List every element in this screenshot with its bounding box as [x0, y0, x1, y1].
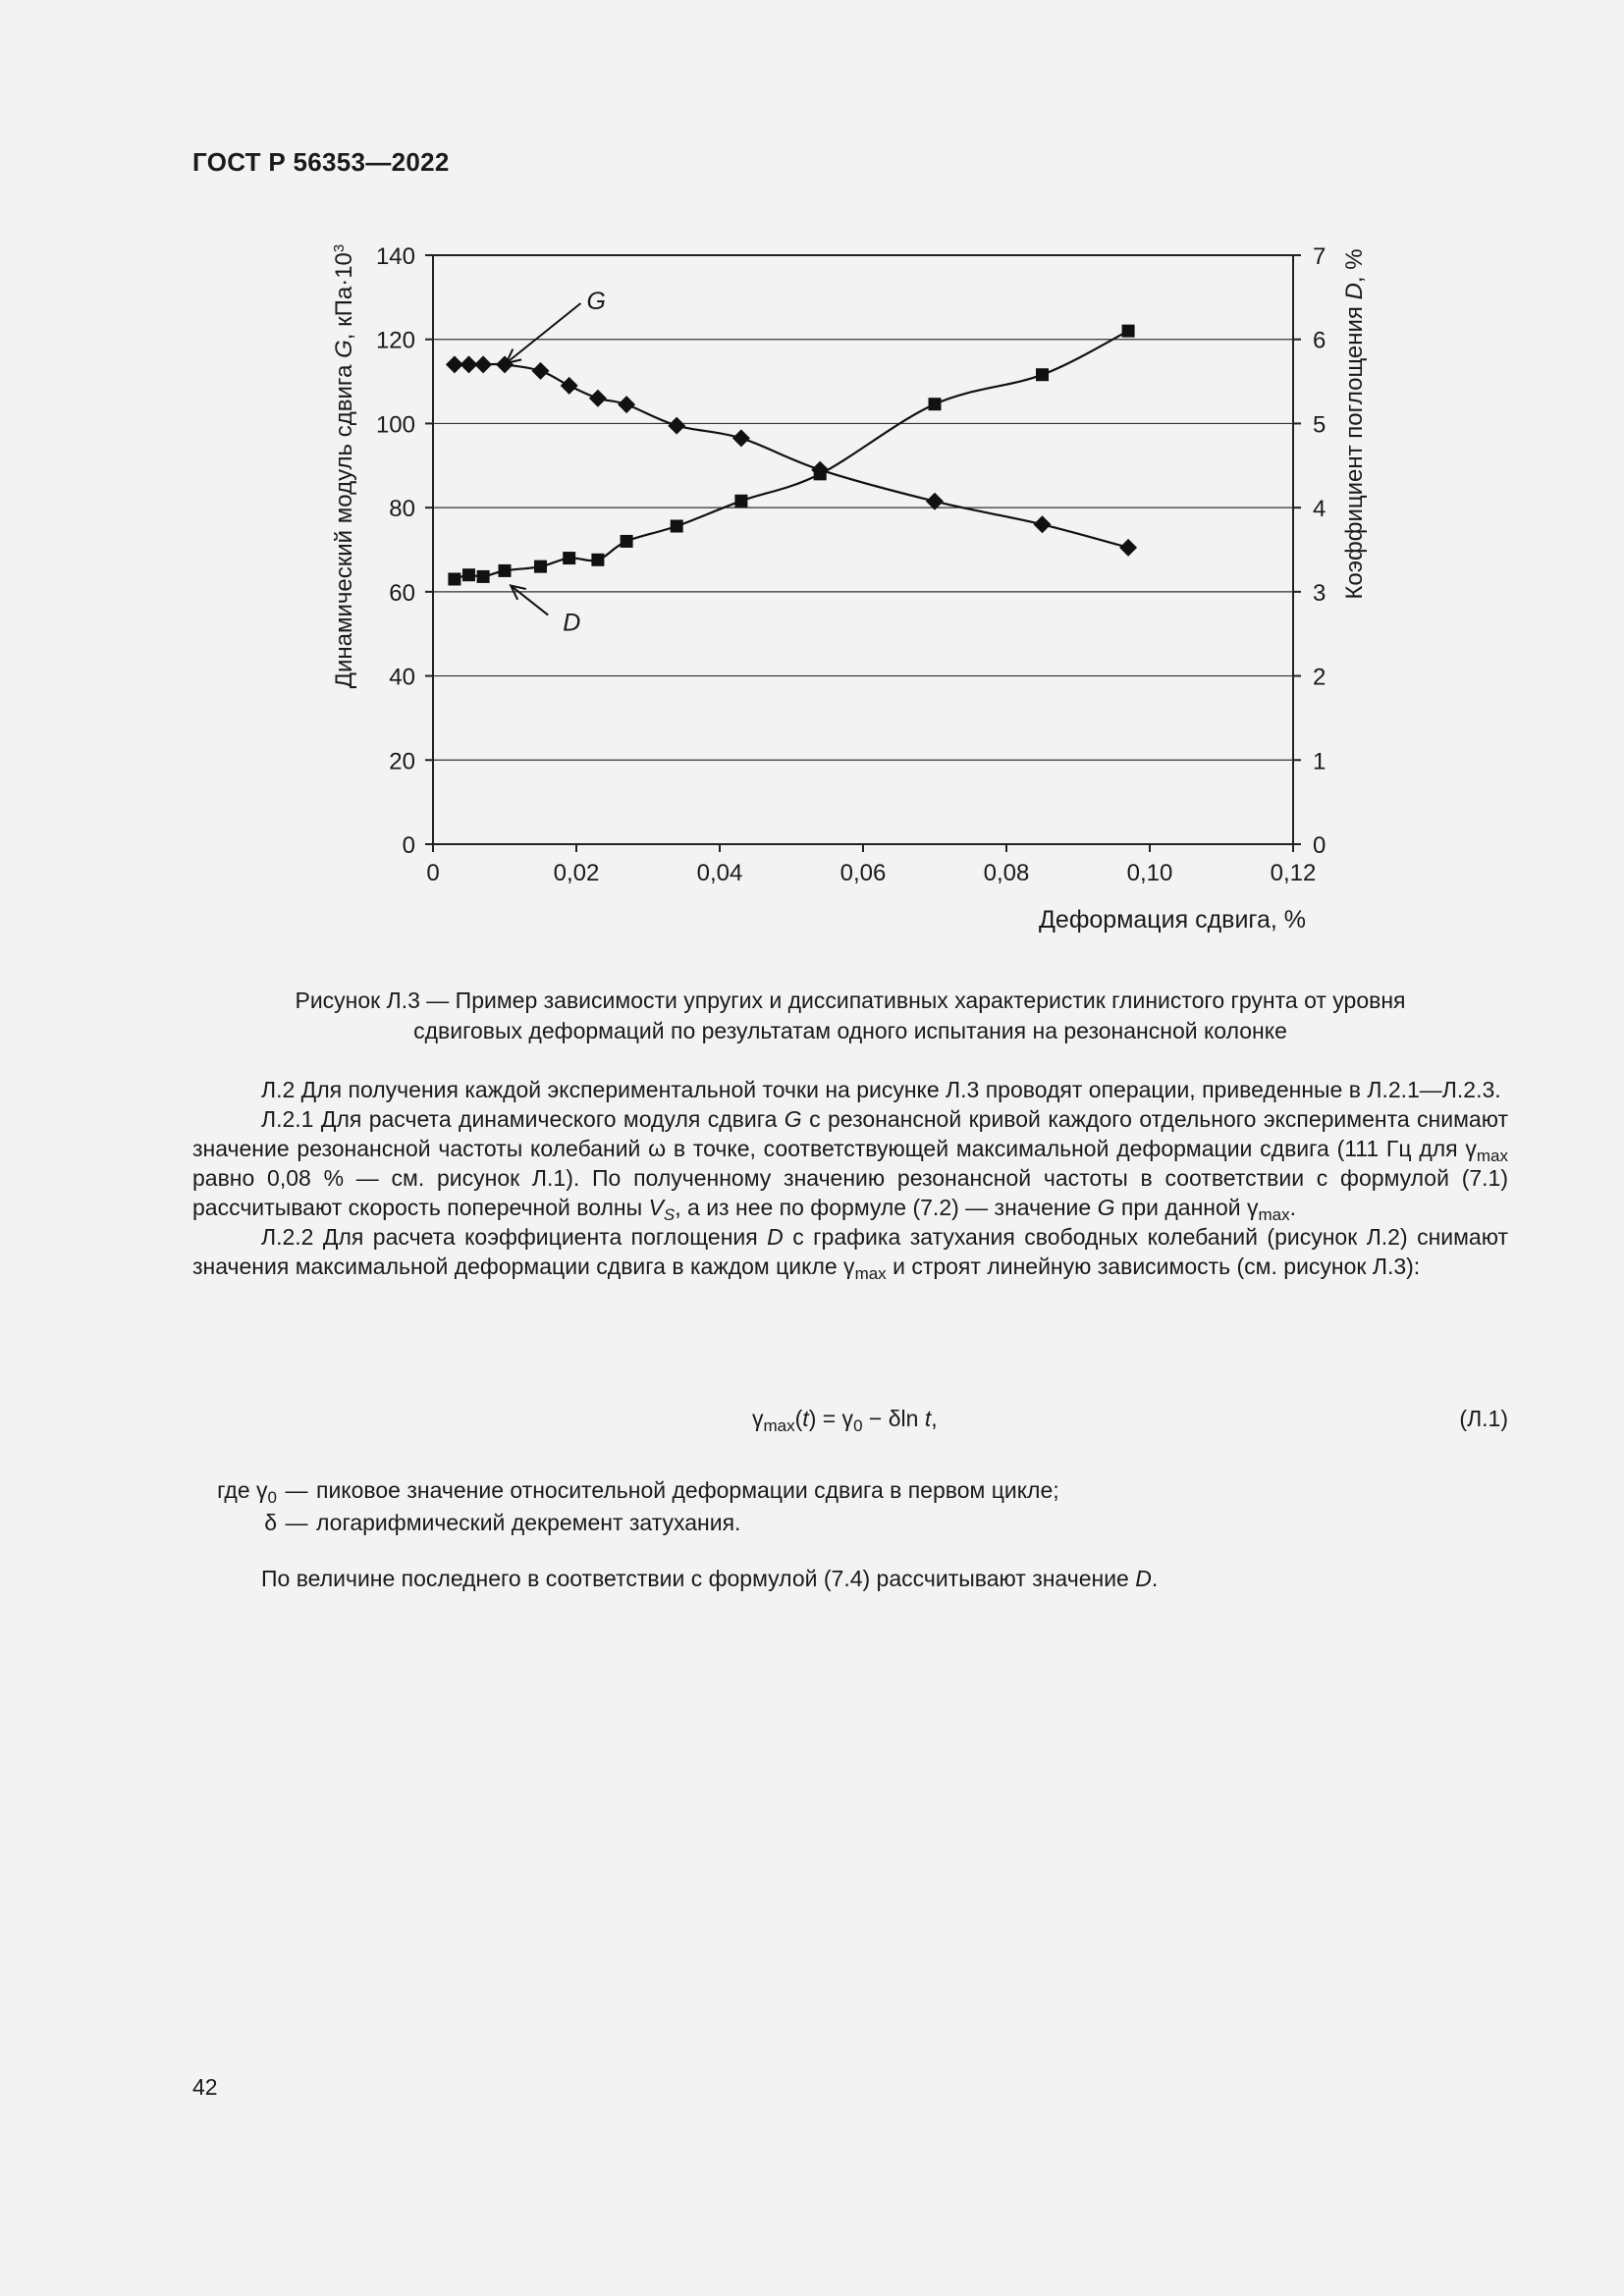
y-left-title-unit: , кПа·10	[331, 252, 357, 341]
y-left-tick-label: 120	[375, 327, 415, 354]
y-left-title-var: G	[331, 340, 357, 358]
paragraph-conclusion: По величине последнего в соответствии с формулой (7.4) рассчитывают значение D.	[261, 1566, 1159, 1591]
marker-G	[1119, 539, 1137, 557]
axis-ticks	[425, 255, 1301, 852]
x-tick-label: 0,08	[983, 860, 1030, 886]
series-line-D	[455, 331, 1128, 579]
legend-row-gamma0	[192, 1474, 1059, 1507]
gridlines	[433, 340, 1293, 761]
x-tick-label: 0,12	[1270, 860, 1317, 886]
marker-D	[734, 495, 747, 507]
x-tick-label: 0,02	[553, 860, 600, 886]
y-left-axis-title	[331, 244, 358, 689]
marker-D	[499, 564, 512, 577]
y-left-tick-label: 140	[375, 243, 415, 270]
y-right-tick-label: 4	[1313, 496, 1326, 523]
legend-row-delta	[192, 1507, 1059, 1539]
x-tick-label: 0,06	[839, 860, 887, 886]
marker-G	[1034, 515, 1052, 533]
marker-G	[668, 417, 685, 435]
figure-caption	[192, 986, 1508, 1046]
y-right-title-unit: , %	[1341, 248, 1368, 284]
y-right-tick-label: 2	[1313, 664, 1326, 691]
y-left-title-exp: 3	[330, 243, 348, 253]
figure-chart	[0, 0, 1624, 982]
chart-svg	[0, 0, 1624, 982]
marker-G	[474, 355, 492, 373]
legend-dash: —	[285, 1510, 308, 1535]
marker-D	[563, 552, 575, 564]
y-left-tick-label: 20	[389, 748, 415, 775]
x-tick-labels	[426, 860, 1316, 886]
marker-D	[814, 467, 827, 480]
x-axis-title: Деформация сдвига, %	[1039, 906, 1306, 934]
y-right-title-main: Коэффициент поглощения	[1341, 299, 1368, 600]
page-number: 42	[192, 2074, 218, 2100]
plot-area-frame	[433, 255, 1293, 844]
caption-line-1: Рисунок Л.3 — Пример зависимости упругих и диссипативных характеристик глинистого грунта от уровня	[295, 988, 1406, 1013]
legend-text: пиковое значение относительной деформации сдвига в первом цикле;	[316, 1477, 1059, 1503]
y-left-tick-label: 80	[389, 496, 415, 523]
marker-G	[532, 362, 550, 380]
arrow-d-shaft	[511, 586, 548, 615]
legend-text: логарифмический декремент затухания.	[316, 1510, 741, 1535]
marker-D	[591, 554, 604, 566]
document-code-header: ГОСТ Р 56353—2022	[192, 147, 450, 177]
marker-D	[621, 535, 633, 548]
marker-G	[561, 377, 578, 395]
y-right-axis-title	[1341, 248, 1368, 599]
paragraph-l2-2: Л.2.2 Для расчета коэффициента поглощения D с графика затухания свободных колебаний (рисунок Л.2) снимают значения максимальной деформации сдвига в каждом цикле $\gamma_{max}$ и строят линейную зависимость (см. рисунок Л.3):	[192, 1224, 1508, 1283]
y-right-title-var: D	[1341, 283, 1368, 300]
legend-dash: —	[285, 1477, 308, 1503]
marker-D	[671, 520, 683, 533]
formula-expression: $\gamma_{max}(t) = \gamma_0 - \delta\ln$ t,	[752, 1406, 938, 1435]
y-right-tick-label: 7	[1313, 243, 1326, 270]
y-left-title-main: Динамический модуль сдвига	[331, 357, 357, 689]
series-markers	[446, 325, 1137, 586]
legend-symbol: где $\gamma_0$	[217, 1477, 277, 1507]
body-section-1	[192, 1075, 1508, 1281]
caption-line-2: сдвиговых деформаций по результатам одного испытания на резонансной колонке	[413, 1018, 1287, 1043]
annotation-label-d: D	[563, 609, 581, 637]
marker-D	[448, 573, 460, 586]
marker-G	[618, 396, 635, 413]
marker-D	[929, 398, 942, 410]
formula-number: (Л.1)	[1459, 1406, 1508, 1431]
series-lines	[455, 331, 1128, 579]
body-section-2	[192, 1564, 1508, 1593]
marker-G	[732, 429, 750, 447]
formula-legend	[192, 1474, 1059, 1539]
annotation-label-g: G	[586, 288, 606, 315]
arrow-g-shaft	[506, 303, 580, 363]
x-tick-label: 0,04	[696, 860, 743, 886]
y-right-tick-labels	[1313, 243, 1326, 859]
marker-D	[1036, 368, 1049, 381]
y-right-tick-label: 5	[1313, 411, 1326, 439]
y-right-tick-label: 0	[1313, 832, 1326, 859]
y-left-tick-labels	[376, 243, 415, 859]
annotations	[506, 288, 605, 637]
marker-D	[1122, 325, 1135, 338]
y-left-tick-label: 0	[402, 832, 415, 859]
series-line-G	[455, 364, 1128, 548]
x-tick-label: 0	[426, 860, 440, 886]
paragraph-l2-1: Л.2.1 Для расчета динамического модуля сдвига G с резонансной кривой каждого отдельного эксперимента снимают значение резонансной частоты колебаний ω в точке, соответствующей максимальной деформации сдвига (111 Гц для $\gamma_{max}$ равно 0,08 % — см. рисунок Л.1). По полученному значению резонансной частоты в соответствии с формулой (7.1) рассчитывают скорость поперечной волны $V_S$, а из нее по формуле (7.2) — значение G при данной $\gamma_{max}$.	[192, 1106, 1508, 1224]
y-right-tick-label: 1	[1313, 748, 1326, 775]
y-left-tick-label: 60	[389, 579, 415, 607]
x-tick-label: 0,10	[1126, 860, 1173, 886]
y-left-tick-label: 100	[375, 411, 415, 439]
formula-l1	[192, 1404, 1508, 1437]
legend-symbol: δ	[264, 1510, 277, 1535]
marker-D	[477, 570, 490, 583]
marker-G	[589, 390, 607, 407]
paragraph-l2: Л.2 Для получения каждой экспериментальной точки на рисунке Л.3 проводят операции, приведенные в Л.2.1—Л.2.3.	[261, 1077, 1501, 1102]
marker-D	[534, 561, 547, 573]
y-right-tick-label: 3	[1313, 579, 1326, 607]
y-left-tick-label: 40	[389, 664, 415, 691]
y-right-tick-label: 6	[1313, 327, 1326, 354]
marker-D	[462, 568, 475, 581]
